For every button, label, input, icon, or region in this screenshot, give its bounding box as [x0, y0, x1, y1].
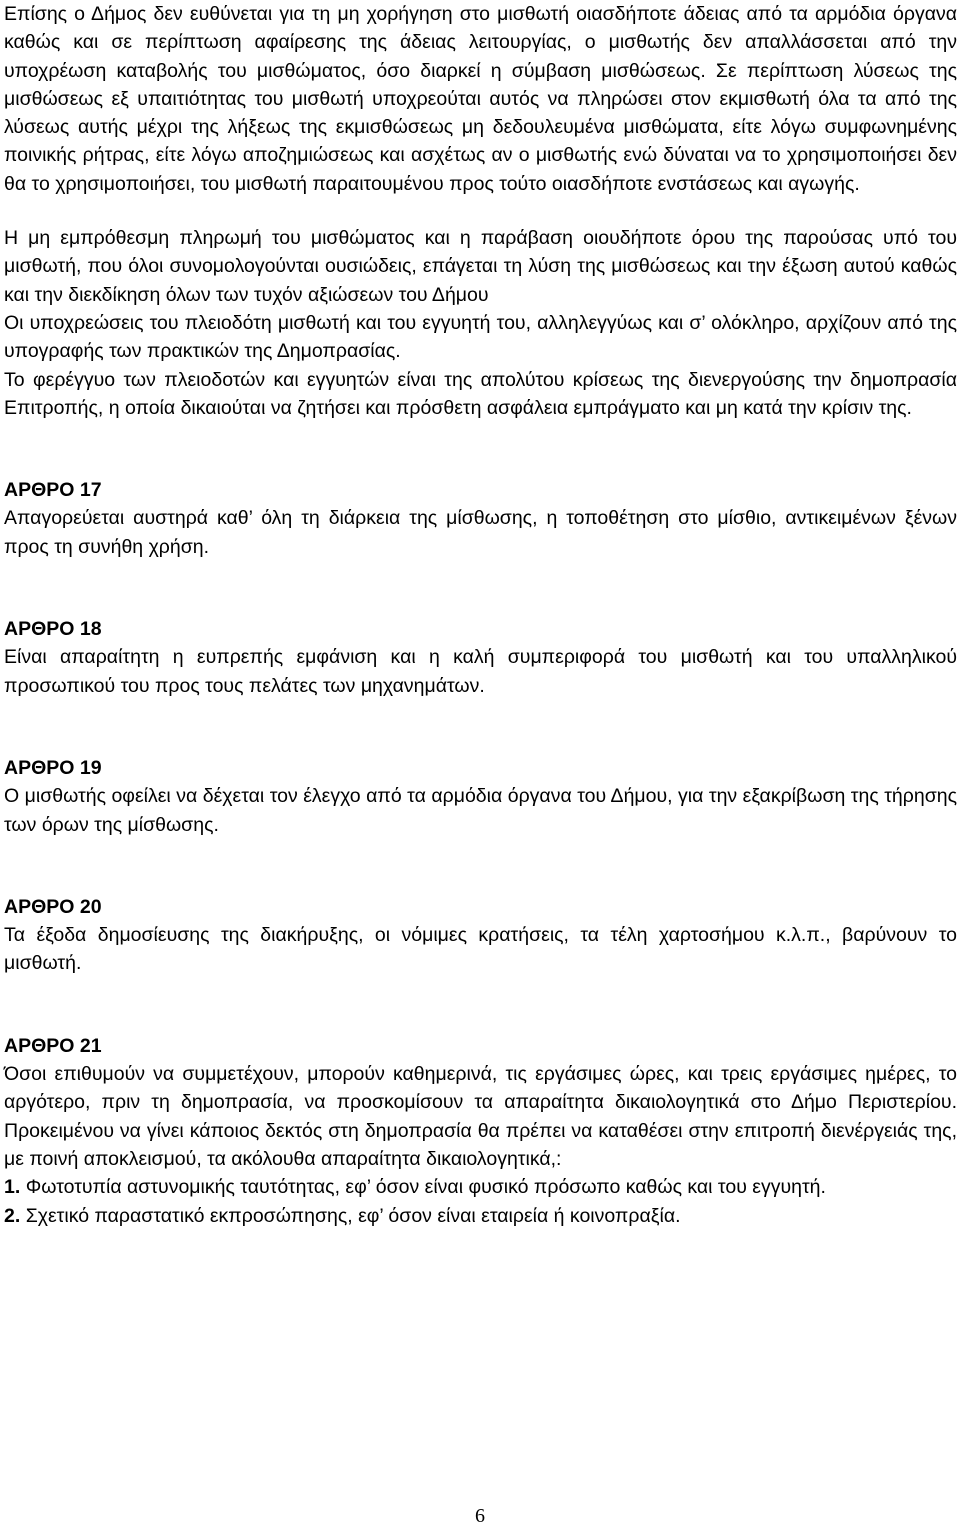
article-heading: ΑΡΘΡΟ 17	[4, 479, 102, 502]
article-heading: ΑΡΘΡΟ 20	[4, 895, 102, 918]
article-text: Τα έξοδα δημοσίευσης της διακήρυξης, οι νόμιμες κρατήσεις, τα τέλη χαρτοσήμου κ.λ.π., βαρύνουν το μισθωτή.	[4, 924, 957, 975]
list-item-text: Σχετικό παραστατικό εκπροσώπησης, εφ’ όσον είναι εταιρεία ή κοινοπραξία.	[25, 1204, 681, 1227]
list-item-text: Φωτοτυπία αστυνομικής ταυτότητας, εφ’ όσον είναι φυσικό πρόσωπο καθώς και του εγγυητή.	[25, 1176, 826, 1199]
paragraph: Η μη εμπρόθεσμη πληρωμή του μισθώματος και η παράβαση οιουδήποτε όρου της παρούσας υπό του μισθωτή, που όλοι συνομολογούνται ουσιώδεις, επάγεται τη λύση της μισθώσεως και την έξωση αυτού καθώς και την διεκδίκηση όλων των τυχόν αξιώσεων του Δήμου	[4, 227, 957, 306]
article-heading: ΑΡΘΡΟ 19	[4, 756, 102, 779]
article-heading: ΑΡΘΡΟ 21	[4, 1034, 102, 1057]
article-text: Ο μισθωτής οφείλει να δέχεται τον έλεγχο από τα αρμόδια όργανα του Δήμου, για την εξακρίβωση της τήρησης των όρων της μίσθωσης.	[4, 785, 957, 836]
article-text: Όσοι επιθυμούν να συμμετέχουν, μπορούν καθημερινά, τις εργάσιμες ώρες, και τρεις εργάσιμες ημέρες, το αργότερο, πριν τη δημοπρασία, να προσκομίσουν τα απαραίτητα δικαιολογητικά στο Δήμο Περιστερίου. Προκειμένου να γίνει κάποιος δεκτός στη δημοπρασία θα πρέπει να καταθέσει στην επιτροπή διενέργειάς της, με ποινή αποκλεισμού, τα ακόλουθα απαραίτητα δικαιολογητικά,:	[4, 1063, 957, 1170]
article-heading: ΑΡΘΡΟ 18	[4, 618, 102, 641]
page-number: 6	[475, 1505, 485, 1527]
article-text: Είναι απαραίτητη η ευπρεπής εμφάνιση και η καλή συμπεριφορά του μισθωτή και του υπαλληλικού προσωπικού του προς τους πελάτες των μηχανημάτων.	[4, 646, 957, 697]
list-item	[4, 1202, 957, 1230]
list-item	[4, 1173, 957, 1201]
list-item-number: 2.	[4, 1204, 21, 1227]
paragraph: Το φερέγγυο των πλειοδοτών και εγγυητών είναι της απολύτου κρίσεως της διενεργούσης την δημοπρασία Επιτροπής, η οποία δικαιούται να ζητήσει και πρόσθετη ασφάλεια εμπράγματο και μη κατά την κρίσιν της.	[4, 368, 957, 419]
document-page	[4, 0, 957, 1230]
article-text: Απαγορεύεται αυστηρά καθ’ όλη τη διάρκεια της μίσθωσης, η τοποθέτηση στο μίσθιο, αντικειμένων ξένων προς τη συνήθη χρήση.	[4, 507, 957, 558]
paragraph: Επίσης ο Δήμος δεν ευθύνεται για τη μη χορήγηση στο μισθωτή οιασδήποτε άδειας από τα αρμόδια όργανα καθώς και σε περίπτωση αφαίρεσης της άδειας λειτουργίας, ο μισθωτής δεν απαλλάσσεται από την υποχρέωση καταβολής του μισθώματος, όσο διαρκεί η σύμβαση μισθώσεως. Σε περίπτωση λύσεως της μισθώσεως εξ υπαιτιότητας του μισθωτή υποχρεούται αυτός να πληρώσει στον εκμισθωτή όλα τα από της λύσεως αυτής μέχρι της λήξεως της εκμισθώσεως μη δεδουλευμένα μισθώματα, είτε λόγω συμφωνημένης ποινικής ρήτρας, είτε λόγω αποζημιώσεως και ασχέτως αν ο μισθωτής ενώ δύναται να το χρησιμοποιήσει δεν θα το χρησιμοποιήσει, του μισθωτή παραιτουμένου προς τούτο οιασδήποτε ενστάσεως και αγωγής.	[4, 3, 957, 195]
paragraph: Οι υποχρεώσεις του πλειοδότη μισθωτή και του εγγυητή του, αλληλεγγύως και σ’ ολόκληρο, αρχίζουν από της υπογραφής των πρακτικών της Δημοπρασίας.	[4, 311, 957, 363]
list-item-number: 1.	[4, 1176, 21, 1199]
